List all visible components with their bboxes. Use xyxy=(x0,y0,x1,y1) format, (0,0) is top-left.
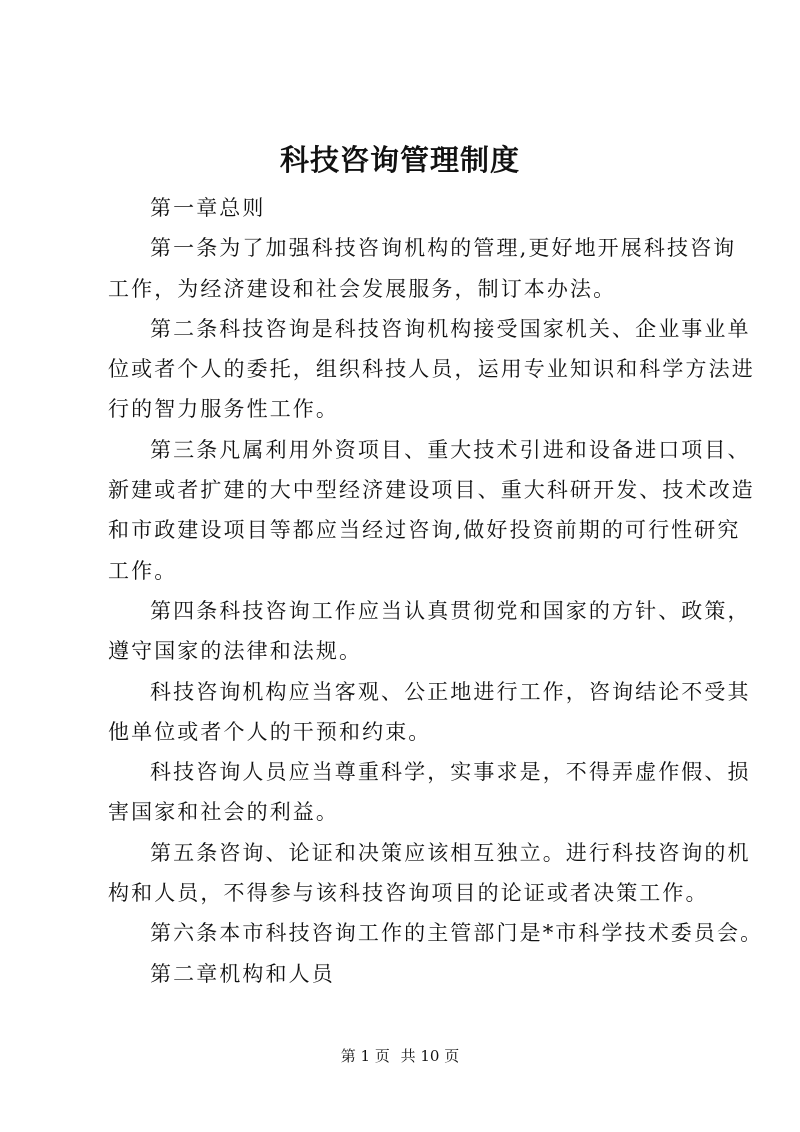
text-line: 他单位或者个人的干预和约束。 xyxy=(108,719,432,744)
text-line: 第六条本市科技咨询工作的主管部门是*市科学技术委员会。 xyxy=(150,921,764,946)
document-body xyxy=(108,188,764,994)
text-line: 位或者个人的委托，组织科技人员，运用专业知识和科学方法进 xyxy=(108,357,755,382)
paragraph xyxy=(108,752,751,833)
article-2 xyxy=(108,309,755,430)
text-line: 工作。 xyxy=(108,558,178,583)
article-3 xyxy=(108,430,755,591)
text-line: 遵守国家的法律和法规。 xyxy=(108,639,363,664)
text-line: 科技咨询机构应当客观、公正地进行工作，咨询结论不受其 xyxy=(150,679,751,704)
text-line: 工作，为经济建设和社会发展服务，制订本办法。 xyxy=(108,276,617,301)
chapter-heading xyxy=(108,954,708,994)
text-line: 构和人员，不得参与该科技咨询项目的论证或者决策工作。 xyxy=(108,881,709,906)
text-line: 第一章总则 xyxy=(150,196,266,220)
text-line: 第二条科技咨询是科技咨询机构接受国家机关、企业事业单 xyxy=(150,316,751,341)
text-line: 第四条科技咨询工作应当认真贯彻党和国家的方针、政策， xyxy=(150,598,751,623)
text-line: 行的智力服务性工作。 xyxy=(108,397,339,422)
chapter-heading xyxy=(108,188,708,228)
page-total: 共 10 页 xyxy=(400,1047,460,1065)
text-line: 害国家和社会的利益。 xyxy=(108,800,339,825)
article-6 xyxy=(108,913,764,953)
text-line: 新建或者扩建的大中型经济建设项目、重大科研开发、技术改造 xyxy=(108,478,755,503)
text-line: 科技咨询人员应当尊重科学，实事求是，不得弄虚作假、损 xyxy=(150,760,751,785)
page-footer xyxy=(0,1046,800,1066)
text-line: 和市政建设项目等都应当经过咨询,做好投资前期的可行性研究 xyxy=(108,518,741,543)
article-1 xyxy=(108,228,737,309)
text-line: 第一条为了加强科技咨询机构的管理,更好地开展科技咨询 xyxy=(150,236,737,261)
article-4 xyxy=(108,591,751,672)
paragraph xyxy=(108,672,751,753)
article-5 xyxy=(108,833,751,914)
text-line: 第五条咨询、论证和决策应该相互独立。进行科技咨询的机 xyxy=(150,840,751,865)
text-line: 第三条凡属利用外资项目、重大技术引进和设备进口项目、 xyxy=(150,437,751,462)
text-line: 第二章机构和人员 xyxy=(150,961,335,986)
document-title: 科技咨询管理制度 xyxy=(279,143,520,177)
page-number: 第 1 页 xyxy=(340,1047,390,1065)
